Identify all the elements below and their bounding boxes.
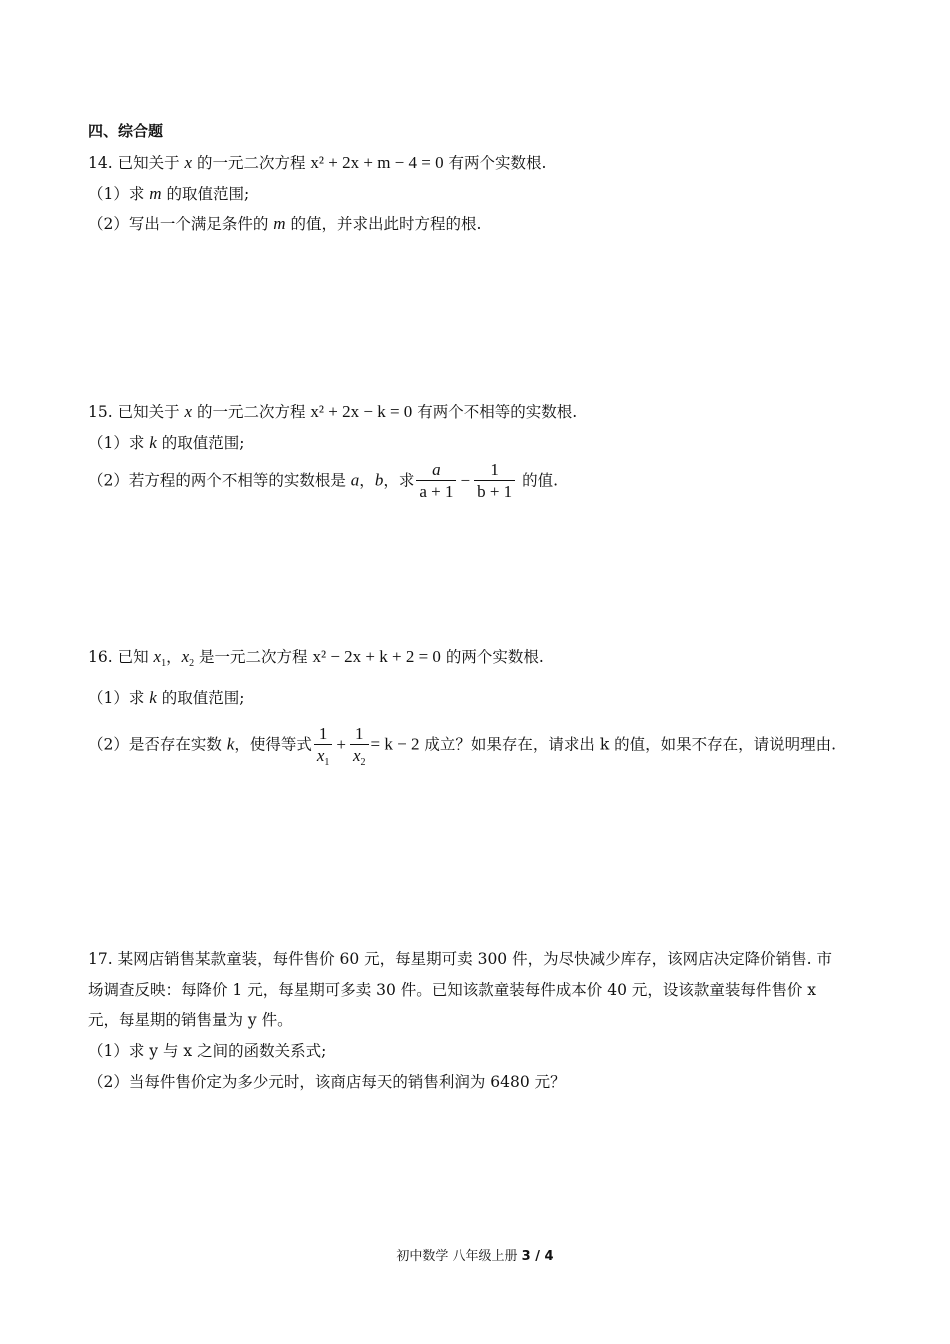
q16-part2: （2）是否存在实数 k，使得等式 $\frac{1}{x_1}$ + $\frac{1}{x_2}$ = k − 2 成立？如果存在，请求出 k 的值，如果不存在，请说明理由. — [88, 724, 837, 768]
q14-equation: x² + 2x + m − 4 = 0 — [310, 153, 444, 172]
q16-part1: （1）求 k 的取值范围; — [88, 688, 245, 707]
page-number: 3 — [521, 1249, 531, 1264]
q16-fraction-2: $\frac{1}{x_2}$ — [350, 724, 369, 767]
q16-fraction-1: $\frac{1}{x_1}$ — [314, 724, 333, 767]
q15-fraction-a: $\frac{a}{a + 1}$ — [416, 460, 456, 503]
q17-line3: 元，每星期的销售量为 y 件。 — [88, 1011, 293, 1029]
page-footer: 初中数学 八年级上册 3 / 4 — [396, 1249, 554, 1264]
page-total: 4 — [544, 1249, 554, 1264]
q17-line2: 场调查反映：每降价 1 元，每星期可多卖 30 件。已知该款童装每件成本价 40 元，设该款童装每件售价 x — [88, 981, 817, 999]
q17-part1: （1）求 y 与 x 之间的函数关系式; — [88, 1042, 327, 1060]
q14-stem: 14. 已知关于 x 的一元二次方程 x² + 2x + m − 4 = 0 有两个实数根. — [88, 153, 547, 172]
q14-part1: （1）求 m 的取值范围; — [88, 184, 250, 203]
q16-stem: 16. 已知 $x_1$，$x_2$ 是一元二次方程 x² − 2x + k + 2 = 0 的两个实数根. — [88, 647, 544, 669]
q15-fraction-b: $\frac{1}{b + 1}$ — [474, 460, 515, 503]
section-heading: 四、综合题 — [88, 122, 164, 140]
q14-part2: （2）写出一个满足条件的 m 的值，并求出此时方程的根. — [88, 214, 482, 233]
q17-part2: （2）当每件售价定为多少元时，该商店每天的销售利润为 6480 元？ — [88, 1073, 566, 1091]
q17-line1: 17. 某网店销售某款童装，每件售价 60 元，每星期可卖 300 件，为尽快减少库存，该网店决定降价销售. 市 — [88, 950, 832, 968]
q15-part2: （2）若方程的两个不相等的实数根是 a，b，求 $\frac{a}{a + 1}$ − $\frac{1}{b + 1}$ 的值. — [88, 460, 559, 501]
q16-equation: x² − 2x + k + 2 = 0 — [312, 647, 441, 666]
q15-stem: 15. 已知关于 x 的一元二次方程 x² + 2x − k = 0 有两个不相等的实数根. — [88, 402, 578, 421]
q15-equation: x² + 2x − k = 0 — [310, 402, 413, 421]
q15-part1: （1）求 k 的取值范围; — [88, 433, 245, 452]
